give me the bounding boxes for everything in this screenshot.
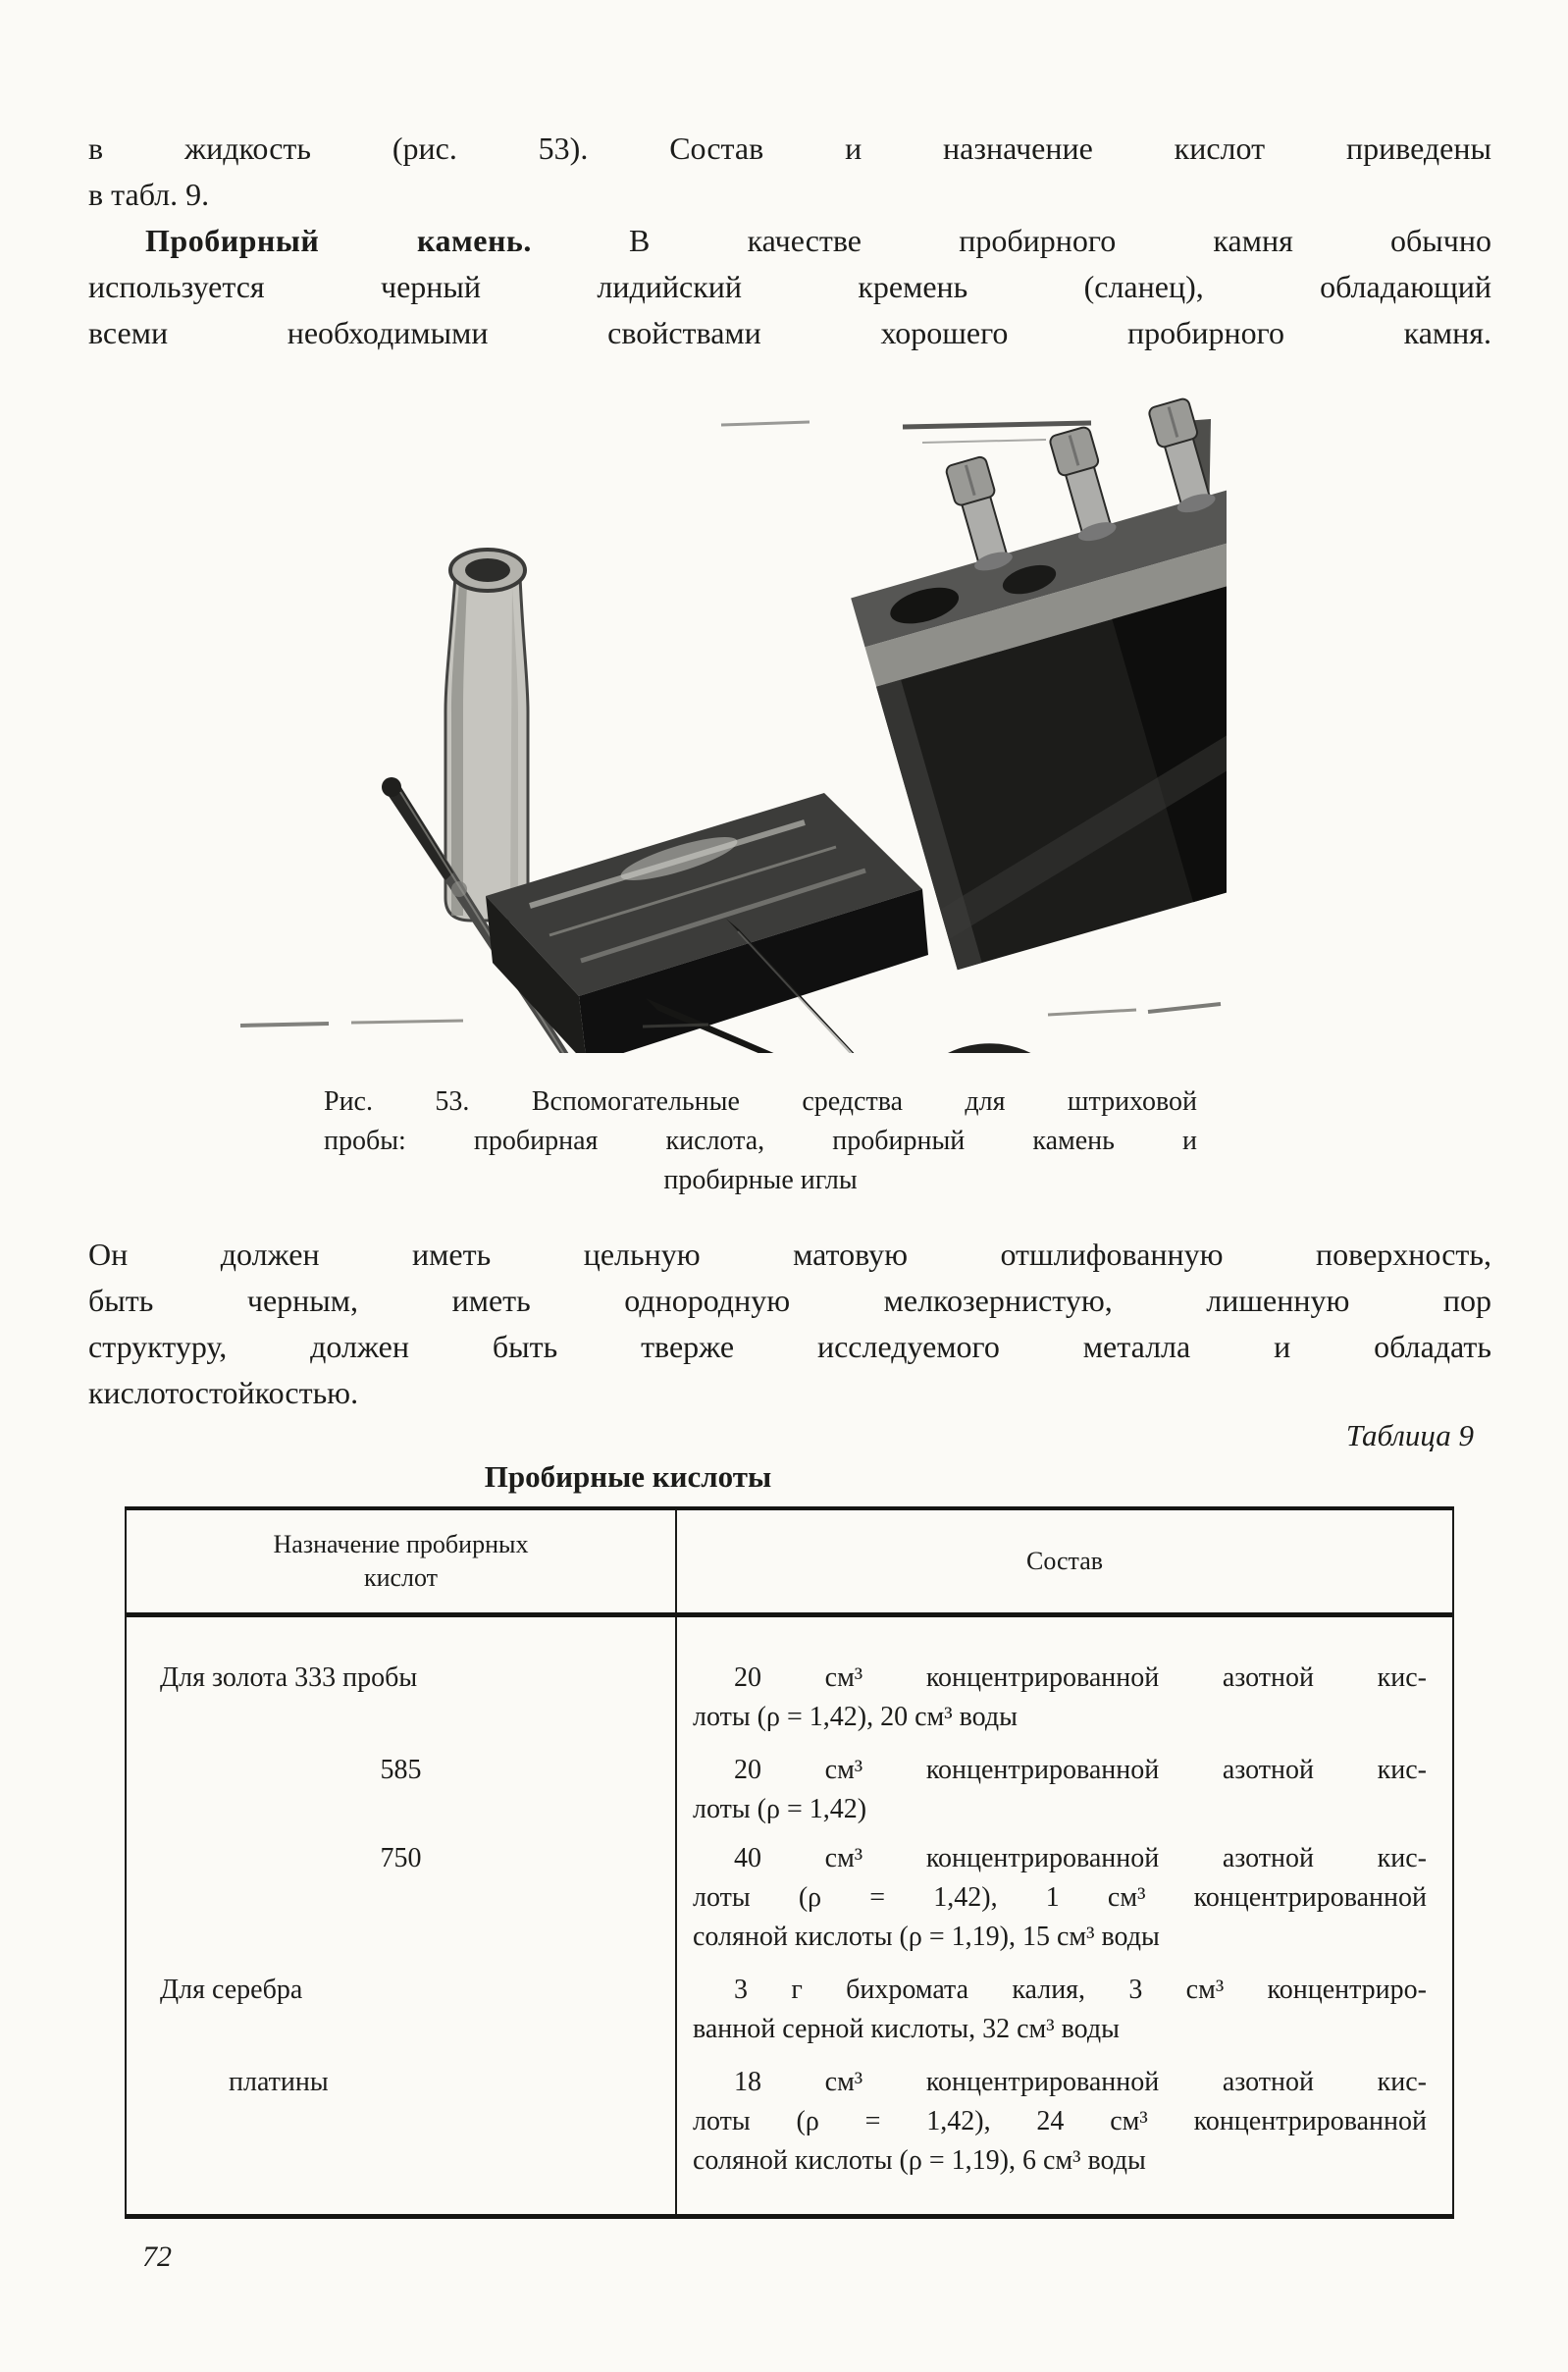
figure-53 — [88, 386, 1491, 1200]
text-line: кислотостойкостью. — [88, 1375, 359, 1410]
caption-line: Рис. 53. Вспомогательные средства для штриховой — [324, 1086, 1197, 1117]
table-header-cell — [677, 1510, 1452, 1612]
composition-line: 3 г бихромата калия, 3 см³ концентриро- — [734, 1975, 1427, 2005]
purpose-cell — [127, 2049, 677, 2214]
composition-line: лоты (ρ = 1,42), 1 см³ концентрированной — [693, 1882, 1427, 1913]
composition-cell — [677, 1617, 1452, 1737]
purpose-cell — [127, 1957, 677, 2049]
composition-line: 20 см³ концентрированной азотной кис- — [734, 1662, 1427, 1693]
figure-photo — [235, 386, 1227, 1053]
composition-line: соляной кислоты (ρ = 1,19), 6 см³ воды — [693, 2145, 1146, 2176]
purpose-cell — [127, 1829, 677, 1957]
acids-table — [125, 1506, 1454, 2219]
caption-line: пробы: пробирная кислота, пробирный камень и — [324, 1126, 1197, 1156]
composition-cell — [677, 1737, 1452, 1829]
purpose-text: Для золота 333 пробы — [160, 1662, 418, 1693]
table-row — [127, 1737, 1452, 1829]
composition-line: лоты (ρ = 1,42) — [693, 1794, 867, 1824]
composition-line: 40 см³ концентрированной азотной кис- — [734, 1843, 1427, 1873]
requirements-paragraph — [88, 1232, 1491, 1416]
text-run: В качестве пробирного камня обычно — [531, 223, 1492, 258]
composition-line: соляной кислоты (ρ = 1,19), 15 см³ воды — [693, 1922, 1160, 1952]
bottle-stopper — [1049, 426, 1120, 545]
acid-bottle — [445, 550, 528, 921]
header-label: Назначение пробирных кислот — [273, 1530, 529, 1592]
table-row — [127, 1829, 1452, 1957]
table-title: Пробирные кислоты — [484, 1459, 772, 1494]
header-label: Состав — [1025, 1547, 1104, 1575]
composition-line: ванной серной кислоты, 32 см³ воды — [693, 2014, 1120, 2044]
purpose-text: платины — [229, 2067, 329, 2097]
run-in-heading: Пробирный камень. — [145, 223, 532, 258]
table-row — [127, 2049, 1452, 2214]
purpose-cell — [127, 1617, 677, 1737]
composition-line: 20 см³ концентрированной азотной кис- — [734, 1755, 1427, 1785]
touchstone — [486, 793, 928, 1053]
text-line: в жидкость (рис. 53). Состав и назначение кислот приведены — [88, 131, 1491, 166]
composition-cell — [677, 1957, 1452, 2049]
text-line: структуру, должен быть тверже исследуемого металла и обладать — [88, 1329, 1491, 1364]
bottle-stopper — [945, 455, 1016, 574]
composition-cell — [677, 2049, 1452, 2214]
caption-line: пробирные иглы — [663, 1165, 858, 1195]
purpose-text: 585 — [380, 1755, 422, 1785]
purpose-text: Для серебра — [160, 1975, 303, 2005]
composition-line: лоты (ρ = 1,42), 24 см³ концентрированной — [693, 2106, 1427, 2136]
table-row — [127, 1957, 1452, 2049]
text-line: Он должен иметь цельную матовую отшлифованную поверхность, — [88, 1237, 1491, 1272]
table-header-cell — [127, 1510, 677, 1612]
touchstone-paragraph — [88, 218, 1491, 356]
composition-line: лоты (ρ = 1,42), 20 см³ воды — [693, 1702, 1018, 1732]
composition-cell — [677, 1829, 1452, 1957]
figure-caption — [324, 1082, 1197, 1200]
text-line: используется черный лидийский кремень (сланец), обладающий — [88, 269, 1491, 304]
text-line: в табл. 9. — [88, 177, 210, 212]
purpose-text: 750 — [380, 1843, 422, 1873]
table-label: Таблица 9 — [1345, 1418, 1474, 1452]
text-line: быть черным, иметь однородную мелкозернистую, лишенную пор — [88, 1283, 1491, 1318]
purpose-cell — [127, 1737, 677, 1829]
table-header-row — [127, 1510, 1452, 1617]
text-line — [88, 218, 1491, 264]
table-row — [127, 1617, 1452, 1737]
intro-paragraph — [88, 126, 1491, 218]
text-line: всеми необходимыми свойствами хорошего пробирного камня. — [88, 315, 1491, 350]
composition-line: 18 см³ концентрированной азотной кис- — [734, 2067, 1427, 2097]
page-number: 72 — [142, 2240, 172, 2273]
